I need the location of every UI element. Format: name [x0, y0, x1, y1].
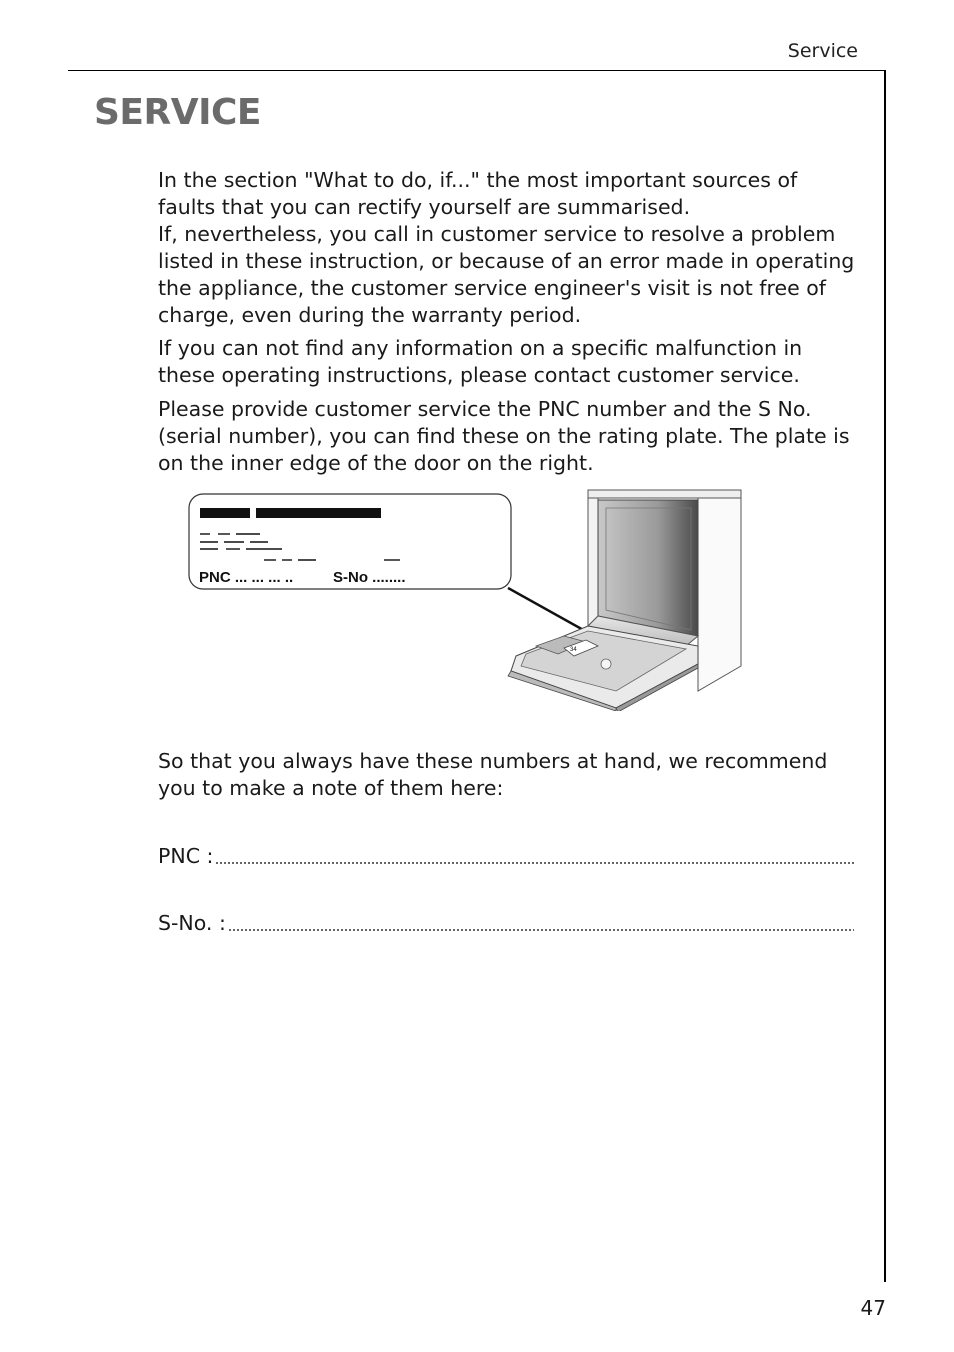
rating-plate-callout: [189, 494, 511, 589]
header-rule: [68, 70, 886, 71]
note-recommendation-paragraph: [158, 748, 858, 802]
dishwasher-drawing: [508, 490, 741, 711]
page-title: SERVICE: [94, 92, 262, 133]
pnc-field-label: PNC :: [158, 844, 214, 868]
dishwasher-rating-plate-figure: [186, 486, 746, 711]
pnc-write-in-field[interactable]: [158, 842, 854, 870]
page-number: 47: [860, 1296, 886, 1320]
contact-paragraph: [158, 335, 858, 389]
rating-plate-text: Please provide customer service the PNC number and the S No. (serial number), you can find these on the rating plate. The plate is on the inner edge of the door on the right.: [158, 397, 850, 475]
rating-plate-paragraph: [158, 396, 858, 477]
intro-line-2: If, nevertheless, you call in customer service to resolve a problem listed in these instruction, or because of an error made in operating the appliance, the customer service engineer's visit is not free of charge, even during the warranty period.: [158, 222, 855, 327]
plate-sno-label: S-No ........: [333, 569, 406, 586]
svg-text:34: 34: [570, 647, 577, 653]
margin-rule: [884, 70, 886, 1282]
intro-line-1: In the section "What to do, if..." the most important sources of faults that you can rectify yourself are summarised.: [158, 168, 798, 219]
running-header: Service: [787, 40, 858, 62]
pnc-dotted-line[interactable]: [215, 862, 854, 864]
sno-dotted-line[interactable]: [228, 929, 854, 931]
note-recommendation-text: So that you always have these numbers at hand, we recommend you to make a note of them here:: [158, 749, 828, 800]
sno-write-in-field[interactable]: [158, 909, 854, 937]
plate-pnc-label: PNC ... ... ... ..: [199, 569, 294, 586]
contact-text: If you can not find any information on a specific malfunction in these operating instructions, please contact customer service.: [158, 336, 803, 387]
intro-paragraph: [158, 167, 858, 329]
sno-field-label: S-No. :: [158, 911, 226, 935]
